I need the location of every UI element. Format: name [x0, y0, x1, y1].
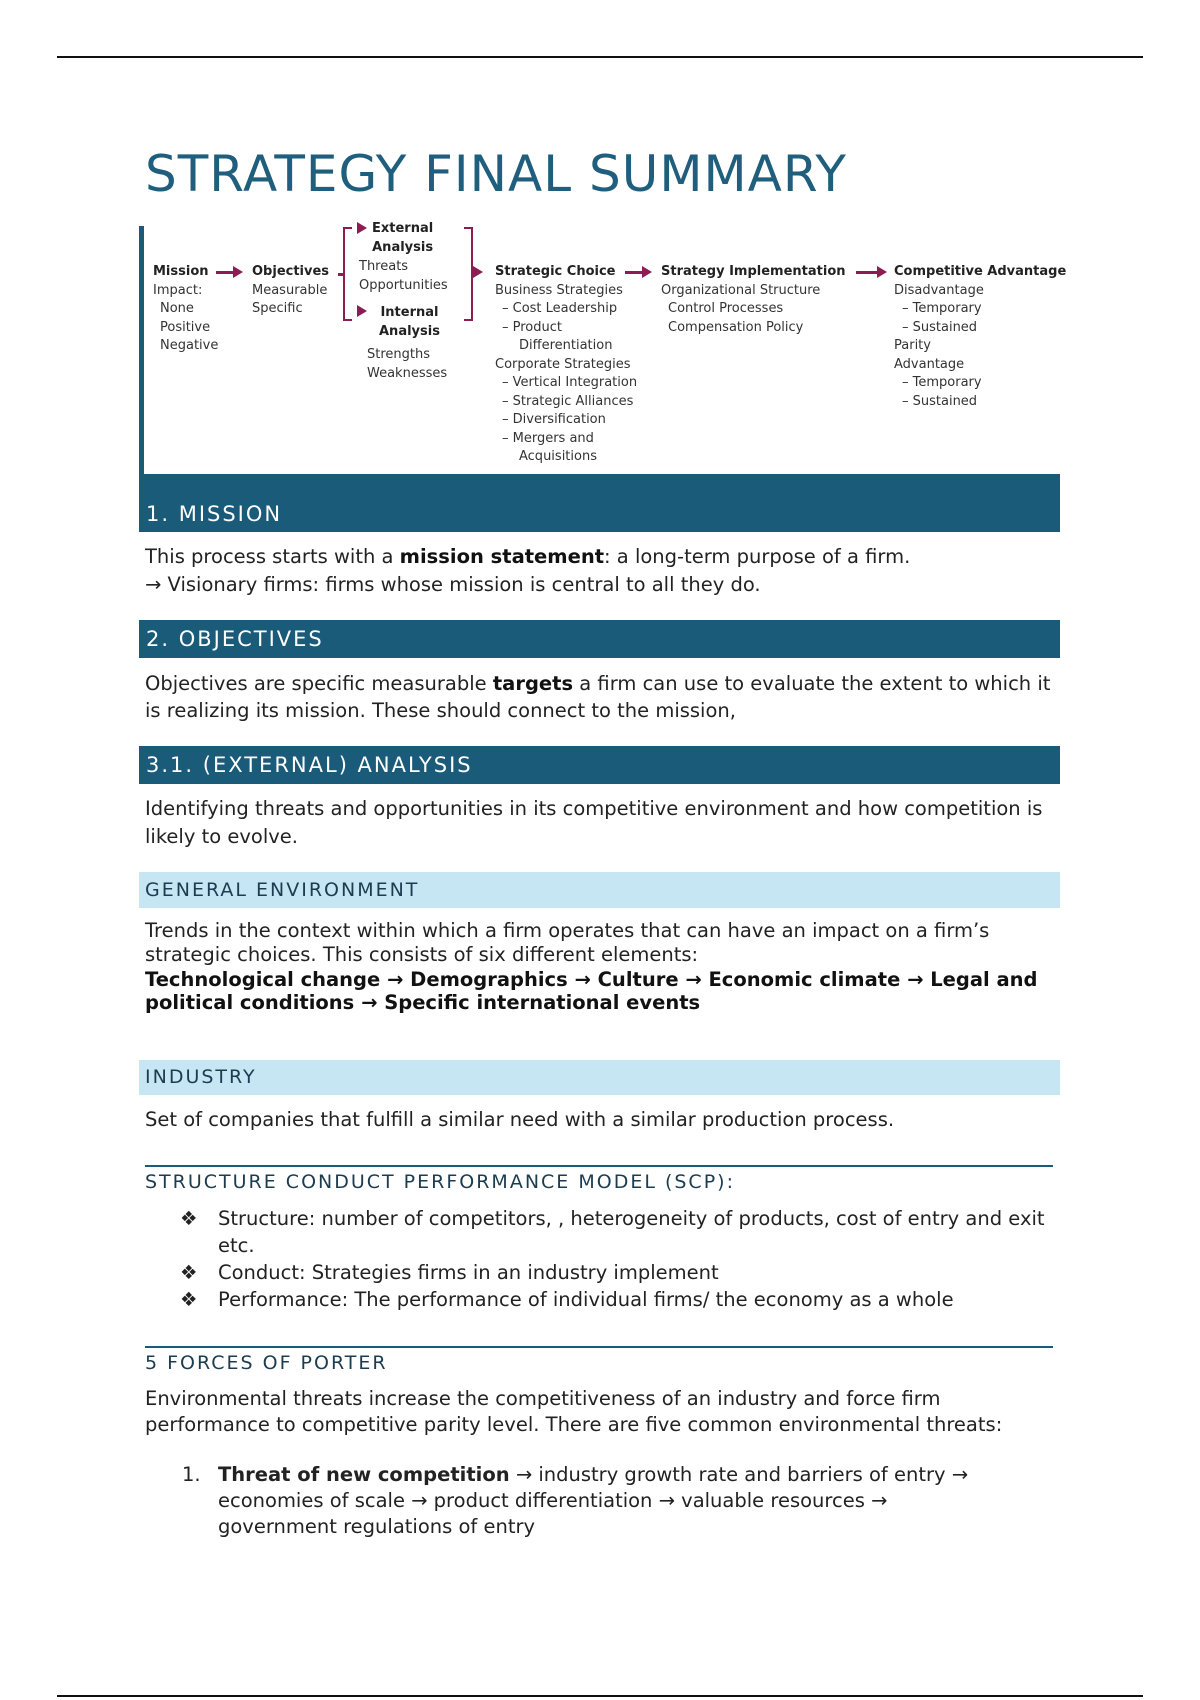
section-heading-mission: 1. MISSION	[139, 474, 1060, 532]
analysis-right-bracket	[464, 227, 473, 321]
diagram-mission-line: None	[160, 301, 194, 316]
diagram-external-line: Threats	[359, 259, 409, 274]
industry-text: Set of companies that fulfill a similar need with a similar production process.	[145, 1108, 895, 1131]
diagram-strategic-choice-line: Differentiation	[519, 338, 613, 353]
subsection-heading-scp: STRUCTURE CONDUCT PERFORMANCE MODEL (SCP):	[145, 1171, 735, 1193]
list-item-text: Conduct: Strategies firms in an industry implement	[218, 1261, 719, 1284]
mission-line-2: → Visionary firms: firms whose mission is central to all they do.	[145, 573, 761, 596]
diagram-objectives-heading: Objectives	[252, 264, 330, 279]
diagram-mission-heading: Mission	[153, 264, 209, 279]
diagram-internal-line: Weaknesses	[367, 365, 448, 381]
diagram-strategic-choice-line: – Vertical Integration	[502, 375, 638, 390]
diagram-mission	[153, 263, 218, 356]
diagram-external-lines	[359, 258, 448, 295]
objectives-text-part: Objectives are specific measurable	[145, 672, 493, 695]
list-item-text: → industry growth rate and barriers of entry → economies of scale → product differentiation → valuable resources → government regulations of entry	[218, 1463, 969, 1538]
list-item	[180, 1205, 1050, 1259]
diamond-bullet-icon: ❖	[180, 1261, 198, 1284]
subsection-heading-general-environment: GENERAL ENVIRONMENT	[139, 872, 1060, 908]
list-item-text: Structure: number of competitors, , heterogeneity of products, cost of entry and exit etc.	[218, 1207, 1045, 1257]
diagram-external-line: Opportunities	[359, 277, 448, 293]
diagram-strategic-choice-line: – Product	[502, 319, 562, 335]
mission-text-part: This process starts with a	[145, 545, 400, 568]
list-item	[180, 1259, 1050, 1286]
diagram-internal-analysis	[379, 304, 440, 341]
section-heading-objectives: 2. OBJECTIVES	[139, 620, 1060, 658]
arrow-right-icon	[216, 263, 244, 281]
analysis-left-bracket	[343, 227, 352, 321]
diagram-strategic-choice-line: Corporate Strategies	[495, 356, 631, 372]
objectives-text	[145, 670, 1065, 724]
list-item	[180, 1462, 1000, 1540]
diagram-left-bar	[139, 226, 144, 474]
diagram-competitive-advantage-line: – Temporary	[902, 301, 982, 316]
diagram-objectives-line: Specific	[252, 301, 303, 316]
diagram-mission-line: Positive	[160, 319, 211, 335]
diagram-competitive-advantage	[894, 263, 1066, 411]
arrow-right-icon	[856, 263, 890, 281]
diagram-implementation	[661, 263, 846, 337]
diagram-strategic-choice-line: – Mergers and	[502, 430, 594, 446]
general-environment-elements: Technological change → Demographics → Culture → Economic climate → Legal and political conditions → Specific international events	[145, 968, 1038, 1014]
page-top-rule	[57, 56, 1143, 58]
document-title: STRATEGY FINAL SUMMARY	[145, 145, 847, 203]
diagram-competitive-advantage-heading: Competitive Advantage	[894, 264, 1067, 279]
diagram-competitive-advantage-line: – Sustained	[902, 319, 978, 335]
arrow-right-icon	[473, 266, 483, 278]
diagram-internal-line: Strengths	[367, 347, 431, 362]
diagram-strategic-choice-line: Acquisitions	[519, 449, 597, 464]
porter-divider	[145, 1346, 1053, 1348]
general-environment-text: Trends in the context within which a firm operates that can have an impact on a firm’s strategic choices. This consists of six different elements:	[145, 919, 990, 966]
diagram-strategic-choice-line: – Diversification	[502, 412, 606, 427]
diagram-implementation-heading: Strategy Implementation	[661, 264, 846, 279]
scp-list	[180, 1205, 1050, 1313]
list-item-number: 1.	[182, 1463, 201, 1486]
diagram-strategic-choice-line: – Strategic Alliances	[502, 393, 634, 409]
subsection-heading-industry: INDUSTRY	[139, 1060, 1060, 1095]
objectives-text-bold: targets	[492, 672, 574, 695]
list-item-bold: Threat of new competition	[218, 1463, 510, 1486]
diagram-mission-line: Negative	[160, 338, 219, 353]
diagram-internal-heading: Analysis	[379, 323, 440, 339]
diamond-bullet-icon: ❖	[180, 1288, 198, 1311]
diagram-strategic-choice	[495, 263, 637, 467]
diagram-mission-line: Impact:	[153, 282, 203, 298]
diagram-competitive-advantage-line: – Sustained	[902, 393, 978, 409]
diagram-competitive-advantage-line: – Temporary	[902, 375, 982, 390]
diagram-strategic-choice-line: Business Strategies	[495, 282, 623, 298]
mission-text	[145, 543, 1065, 599]
mission-text-bold: mission statement	[399, 545, 605, 568]
diagram-objectives-line: Measurable	[252, 282, 328, 298]
page-bottom-rule	[57, 1695, 1143, 1697]
diagram-implementation-line: Compensation Policy	[668, 319, 804, 335]
subsection-heading-porter: 5 FORCES OF PORTER	[145, 1352, 388, 1374]
section-heading-external-analysis: 3.1. (EXTERNAL) ANALYSIS	[139, 746, 1060, 784]
list-item	[180, 1286, 1050, 1313]
arrow-right-icon	[625, 263, 655, 281]
diagram-implementation-line: Organizational Structure	[661, 282, 821, 298]
diagram-competitive-advantage-line: Advantage	[894, 356, 965, 372]
bracket-connector	[338, 273, 344, 276]
diamond-bullet-icon: ❖	[180, 1207, 198, 1230]
porter-text: Environmental threats increase the competitiveness of an industry and force firm performance to competitive parity level. There are five common environmental threats:	[145, 1387, 1003, 1436]
external-analysis-text: Identifying threats and opportunities in its competitive environment and how competition is likely to evolve.	[145, 797, 1043, 848]
diagram-objectives	[252, 263, 329, 319]
diagram-implementation-line: Control Processes	[668, 301, 784, 316]
mission-text-part: : a long-term purpose of a firm.	[604, 545, 911, 568]
diagram-external-heading: External	[372, 221, 434, 236]
list-item-text: Performance: The performance of individual firms/ the economy as a whole	[218, 1288, 954, 1311]
internal-arrow-icon	[357, 305, 367, 317]
diagram-strategic-choice-heading: Strategic Choice	[495, 264, 616, 279]
diagram-internal-heading: Internal	[380, 305, 439, 320]
diagram-strategic-choice-line: – Cost Leadership	[502, 301, 618, 316]
diagram-competitive-advantage-line: Disadvantage	[894, 282, 984, 298]
strategy-process-diagram	[139, 221, 1067, 474]
diagram-external-heading: Analysis	[372, 239, 434, 255]
objectives-text-part: a firm can use to evaluate the extent to which it is realizing its mission. These should connect to the mission,	[145, 672, 1051, 722]
mission-line-1	[145, 543, 1065, 571]
external-arrow-icon	[357, 222, 367, 234]
porter-list	[180, 1462, 1000, 1540]
diagram-internal-lines	[367, 346, 447, 383]
scp-divider	[145, 1165, 1053, 1167]
diagram-external-analysis	[372, 220, 433, 257]
diagram-competitive-advantage-line: Parity	[894, 338, 931, 353]
